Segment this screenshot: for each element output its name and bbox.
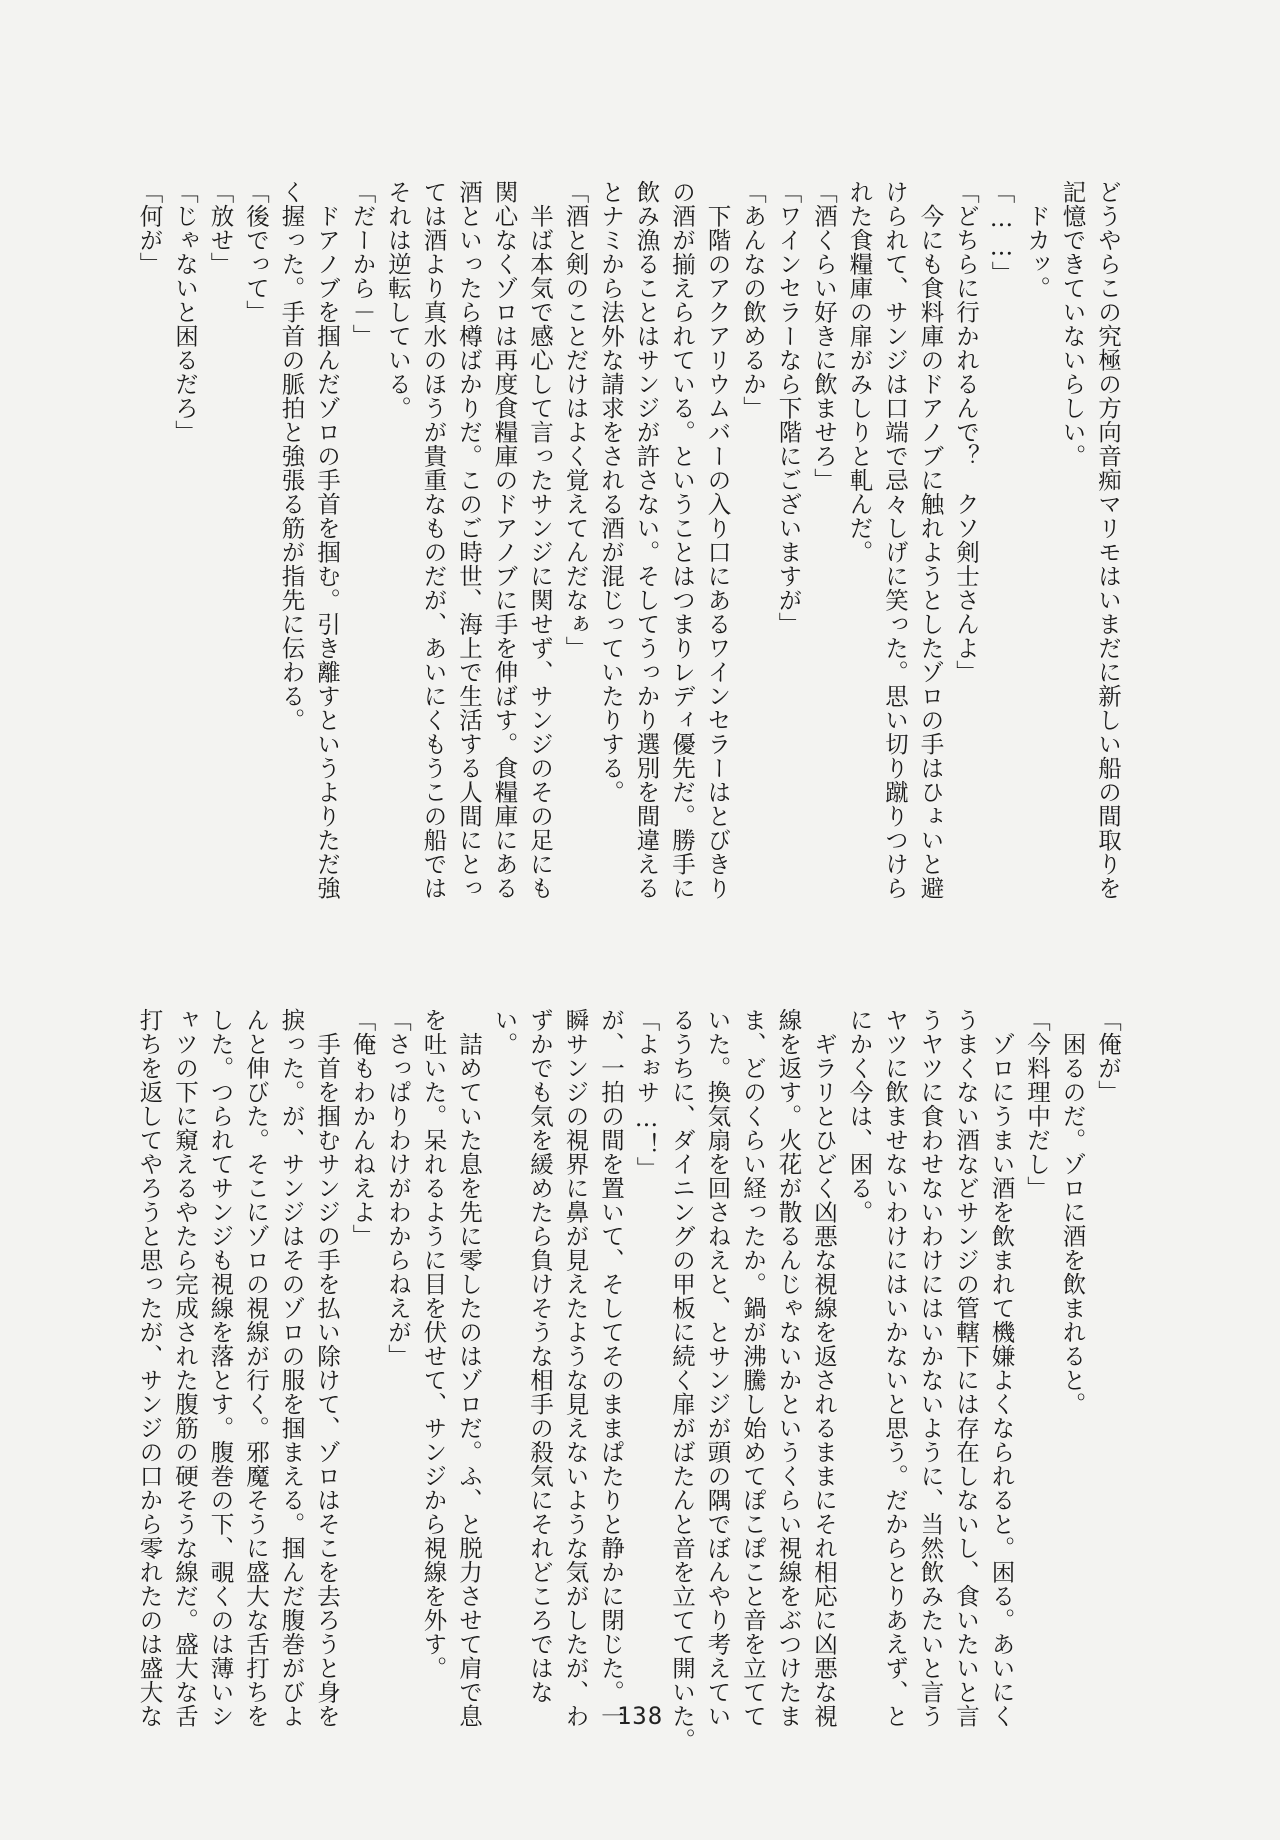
upper-text-line: 関心なくゾロは再度食糧庫のドアノブに手を伸ばす。食糧庫にある	[490, 180, 519, 900]
upper-text-line: 酒といったら樽ばかりだ。このご時世、海上で生活する人間にとっ	[455, 180, 483, 900]
lower-text-line: 瞬サンジの視界に鼻が見えたような見えないような気がしたが、わ	[561, 1008, 590, 1728]
upper-text-line: 飲み漁ることはサンジが許さない。そしてうっかり選別を間違える	[632, 180, 661, 900]
upper-text-line: 記憶できていないらしい。	[1058, 180, 1087, 468]
lower-text-line: 「さっぱりわけがわからねえが」	[384, 1008, 412, 1368]
lower-text-line: うまくない酒などサンジの管轄下には存在しないし、食いたいと言	[952, 1008, 980, 1728]
upper-text-line: とナミから法外な請求をされる酒が混じっていたりする。	[597, 180, 625, 804]
upper-text-line: 「だーから－」	[348, 180, 377, 348]
upper-text-line: 半ば本気で感心して言ったサンジに関せず、サンジのその足にも	[526, 180, 554, 900]
lower-text-line: ゾロにうまい酒を飲まれて機嫌よくなられると。困る。あいにく	[987, 1008, 1016, 1728]
lower-text-line: にかく今は、困る。	[845, 1008, 874, 1224]
upper-text-line: 今にも食料庫のドアノブに触れようとしたゾロの手はひょいと避	[916, 180, 945, 900]
lower-text-line: 打ちを返してやろうと思ったが、サンジの口から零れたのは盛大な	[135, 1008, 164, 1728]
lower-text-line: るうちに、ダイニングの甲板に続く扉がばたんと音を立てて開いた。	[668, 1008, 696, 1752]
lower-text-line: ャツの下に窺えるやたら完成された腹筋の硬そうな線だ。盛大な舌	[171, 1008, 199, 1728]
upper-text-line: 「……」	[987, 180, 1016, 285]
upper-text-line: ては酒より真水のほうが貴重なものだが、あいにくもうこの船では	[419, 180, 448, 900]
lower-text-line: うヤツに食わせないわけにはいかないように、当然飲みたいと言う	[916, 1008, 945, 1728]
lower-text-line: 困るのだ。ゾロに酒を飲まれると。	[1058, 1008, 1087, 1416]
lower-text-line: 手首を掴むサンジの手を払い除けて、ゾロはそこを去ろうと身を	[313, 1008, 341, 1728]
lower-text-line: が、一拍の間を置いて、そしてそのままぱたりと静かに閉じた。一	[597, 1008, 625, 1728]
upper-text-line: 「何が」	[135, 180, 164, 276]
lower-text-line: いた。換気扇を回さねえと、とサンジが頭の隅でぼんやり考えてい	[703, 1008, 732, 1728]
page-number: 138	[616, 1702, 664, 1730]
lower-text-line: んと伸びた。そこにゾロの視線が行く。邪魔そうに盛大な舌打ちを	[242, 1008, 270, 1728]
lower-text-line: ま、どのくらい経ったか。鍋が沸騰し始めてぽこぽこと音を立てて	[739, 1008, 767, 1728]
upper-text-line: く握った。手首の脈拍と強張る筋が指先に伝わる。	[277, 180, 306, 732]
lower-text-line: ギラリとひどく凶悪な視線を返されるままにそれ相応に凶悪な視	[810, 1008, 838, 1728]
lower-text-line: 「俺もわかんねえよ」	[348, 1008, 377, 1248]
upper-text-line: 「どちらに行かれるんで？ クソ剣士さんよ」	[952, 180, 980, 684]
upper-text-line: 「後でって」	[242, 180, 270, 324]
lower-text-line: 線を返す。火花が散るんじゃないかというくらい視線をぶつけたま	[774, 1008, 803, 1728]
lower-text-line: 「今料理中だし」	[1023, 1008, 1051, 1200]
upper-text-line: 下階のアクアリウムバーの入り口にあるワインセラーはとびきり	[703, 180, 732, 900]
upper-text-line: ドカッ。	[1023, 180, 1051, 300]
upper-text-line: の酒が揃えられている。ということはつまりレディ優先だ。勝手に	[668, 180, 696, 900]
lower-text-line: 詰めていた息を先に零したのはゾロだ。ふ、と脱力させて肩で息	[455, 1008, 483, 1728]
upper-text-line: 「酒と剣のことだけはよく覚えてんだなぁ」	[561, 180, 590, 660]
upper-text-line: 「酒くらい好きに飲ませろ」	[810, 180, 838, 492]
upper-text-line: 「あんなの飲めるか」	[739, 180, 767, 420]
upper-text-line: れた食糧庫の扉がみしりと軋んだ。	[845, 180, 874, 564]
upper-text-line: どうやらこの究極の方向音痴マリモはいまだに新しい船の間取りを	[1094, 180, 1122, 900]
lower-text-line: 捩った。が、サンジはそのゾロの服を掴まえる。掴んだ腹巻がびよ	[277, 1008, 306, 1728]
upper-text-block	[131, 180, 1125, 910]
upper-text-line: 「ワインセラーなら下階にございますが」	[774, 180, 803, 636]
upper-text-line: ドアノブを掴んだゾロの手首を掴む。引き離すというよりただ強	[313, 180, 341, 900]
lower-text-line: ずかでも気を緩めたら負けそうな相手の殺気にそれどころではな	[526, 1008, 554, 1704]
upper-text-line: それは逆転している。	[384, 180, 412, 420]
upper-text-line: けられて、サンジは口端で忌々しげに笑った。思い切り蹴りつけら	[881, 180, 909, 900]
lower-text-line: い。	[490, 1008, 519, 1056]
lower-text-line: ヤツに飲ませないわけにはいかないと思う。だからとりあえず、と	[881, 1008, 909, 1728]
lower-text-line: 「俺が」	[1094, 1008, 1122, 1104]
upper-text-line: 「放せ」	[206, 180, 235, 276]
lower-text-line: 「よぉサ…！」	[632, 1008, 661, 1181]
lower-text-line: を吐いた。呆れるように目を伏せて、サンジから視線を外す。	[419, 1008, 448, 1680]
upper-text-line: 「じゃないと困るだろ」	[171, 180, 199, 444]
lower-text-line: した。つられてサンジも視線を落とす。腹巻の下、覗くのは薄いシ	[206, 1008, 235, 1728]
